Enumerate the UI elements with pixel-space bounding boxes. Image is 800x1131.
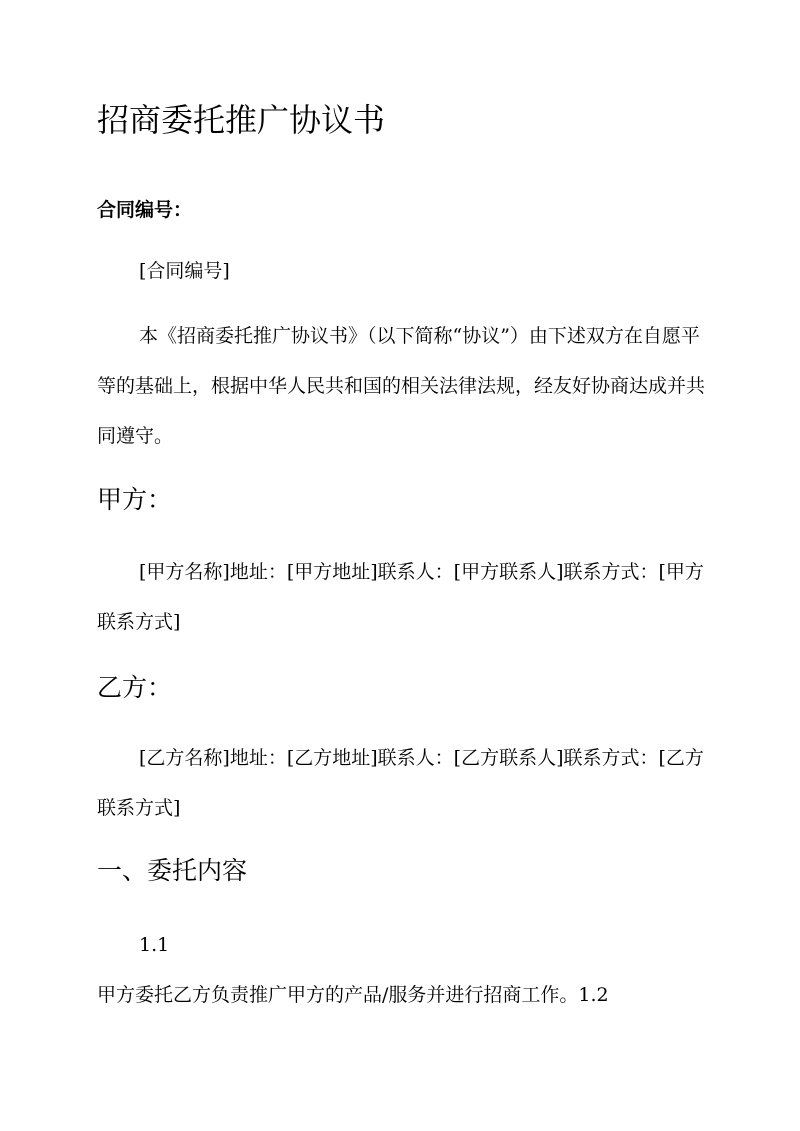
- party-b-heading: 乙方：: [97, 673, 173, 702]
- party-a-heading: 甲方：: [97, 485, 173, 514]
- contract-number-label: 合同编号：: [97, 199, 193, 221]
- contract-number-placeholder: [合同编号]: [139, 260, 230, 282]
- party-b-details: [乙方名称]地址：[乙方地址]联系人：[乙方联系人]联系方式：[乙方联系方式]: [97, 747, 704, 819]
- document-title: 招商委托推广协议书: [97, 101, 386, 139]
- section-1-heading: 一、委托内容: [97, 856, 248, 885]
- clause-text: 甲方委托乙方负责推广甲方的产品/服务并进行招商工作。1.2: [97, 984, 609, 1006]
- clause-number: 1.1: [139, 934, 170, 956]
- party-a-details: [甲方名称]地址：[甲方地址]联系人：[甲方联系人]联系方式：[甲方联系方式]: [97, 561, 704, 633]
- intro-paragraph: 本《招商委托推广协议书》（以下简称“协议”）由下述双方在自愿平等的基础上，根据中华人民共和国的相关法律法规，经友好协商达成并共同遵守。: [97, 325, 706, 447]
